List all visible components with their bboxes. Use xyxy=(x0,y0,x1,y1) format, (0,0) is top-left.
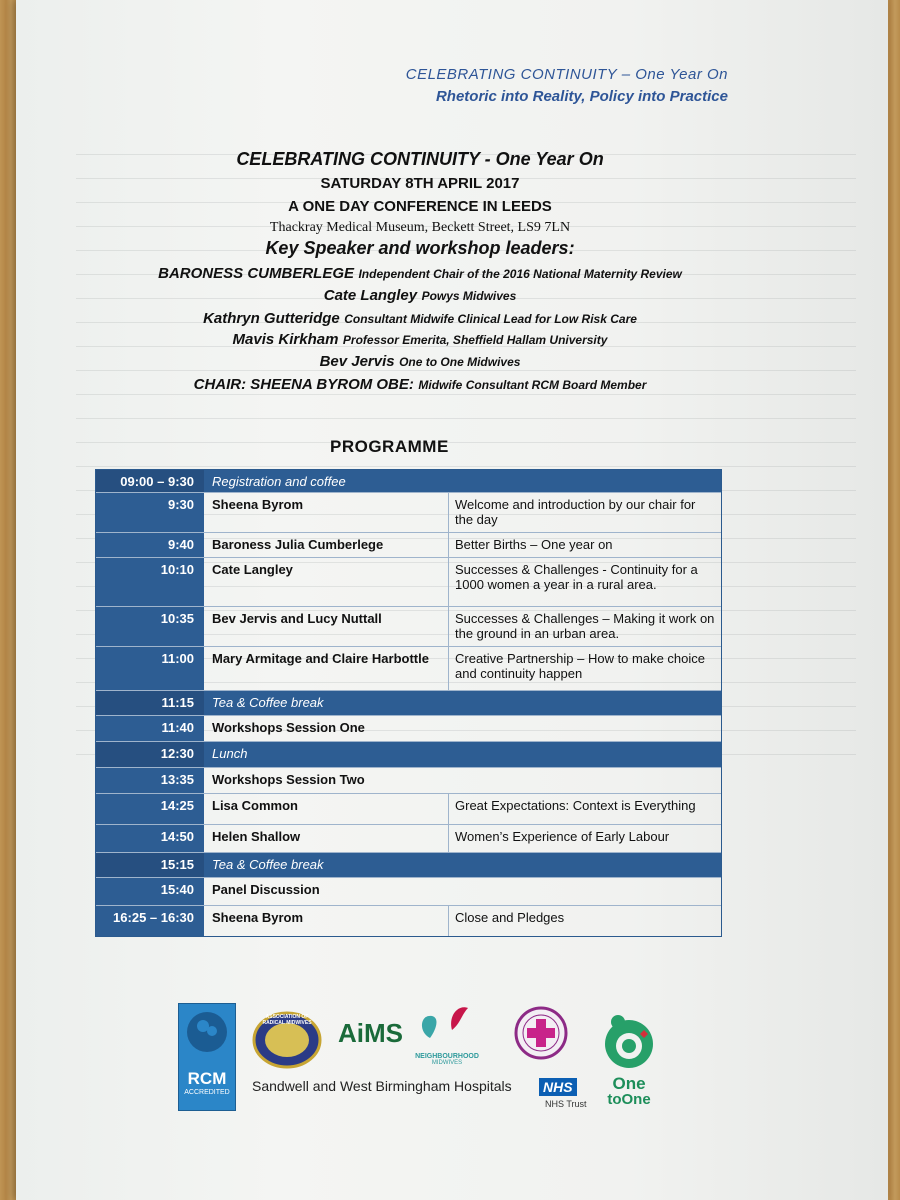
schedule-row xyxy=(96,716,721,742)
schedule-break: Tea & Coffee break xyxy=(204,691,721,715)
speaker-line xyxy=(100,310,740,328)
onetoone-logo xyxy=(598,1012,660,1112)
schedule-speaker: Lisa Common xyxy=(204,794,449,824)
schedule-row xyxy=(96,794,721,825)
schedule-topic: Women’s Experience of Early Labour xyxy=(455,829,670,844)
neighbourhood-sub: MIDWIVES xyxy=(431,1060,463,1066)
programme-table xyxy=(95,469,722,937)
schedule-speaker: Baroness Julia Cumberlege xyxy=(204,533,449,557)
speaker-role: One to One Midwives xyxy=(399,355,521,369)
speaker-line xyxy=(100,331,740,349)
schedule-break: Tea & Coffee break xyxy=(204,853,721,877)
schedule-time: 13:35 xyxy=(96,768,204,793)
schedule-speaker: Sheena Byrom xyxy=(204,493,449,532)
onetoone-text-1: One xyxy=(612,1074,646,1093)
speaker-role: Professor Emerita, Sheffield Hallam University xyxy=(342,333,608,347)
schedule-time: 9:40 xyxy=(96,533,204,557)
event-conference: A ONE DAY CONFERENCE IN LEEDS xyxy=(288,198,552,215)
aims-logo xyxy=(338,1018,404,1058)
aims-text: AiMS xyxy=(338,1018,403,1048)
speaker-name: Kathryn Gutteridge xyxy=(203,310,340,327)
schedule-topic: Close and Pledges xyxy=(455,910,565,925)
schedule-row xyxy=(96,533,721,558)
schedule-row xyxy=(96,742,721,768)
schedule-row xyxy=(96,691,721,716)
arm-logo xyxy=(252,1010,322,1070)
speaker-line xyxy=(100,265,740,283)
speaker-line xyxy=(100,376,740,394)
speaker-name: Bev Jervis xyxy=(319,353,395,370)
schedule-session: Workshops Session Two xyxy=(212,772,365,787)
speaker-role: Powys Midwives xyxy=(421,289,517,303)
arm-text: ASSOCIATION OF RADICAL MIDWIVES xyxy=(262,1014,312,1026)
schedule-time: 15:15 xyxy=(96,853,204,877)
schedule-row xyxy=(96,878,721,906)
schedule-topic: Welcome and introduction by our chair for the day xyxy=(455,497,696,527)
schedule-time: 9:30 xyxy=(96,493,204,532)
schedule-break: Lunch xyxy=(204,742,721,767)
cross-logo xyxy=(514,1006,568,1060)
schedule-time: 16:25 – 16:30 xyxy=(96,906,204,936)
chair-name: CHAIR: SHEENA BYROM OBE: xyxy=(193,376,414,393)
schedule-row xyxy=(96,558,721,607)
schedule-time: 15:40 xyxy=(96,878,204,905)
medical-cross-icon xyxy=(514,1006,568,1060)
schedule-speaker: Mary Armitage and Claire Harbottle xyxy=(204,647,449,690)
programme-heading: PROGRAMME xyxy=(330,437,449,456)
schedule-time: 14:50 xyxy=(96,825,204,852)
schedule-time: 11:15 xyxy=(96,691,204,715)
onetoone-text-2: toOne xyxy=(607,1091,651,1108)
speaker-role: Consultant Midwife Clinical Lead for Low Risk Care xyxy=(344,312,637,326)
schedule-time: 11:40 xyxy=(96,716,204,741)
schedule-row xyxy=(96,607,721,647)
chair-role: Midwife Consultant RCM Board Member xyxy=(418,378,647,392)
schedule-time: 10:35 xyxy=(96,607,204,646)
schedule-topic: Creative Partnership – How to make choice and continuity happen xyxy=(455,651,706,681)
schedule-speaker: Sheena Byrom xyxy=(204,906,449,936)
nhs-trust-text: NHS Trust xyxy=(545,1099,587,1109)
speaker-name: Mavis Kirkham xyxy=(232,331,339,348)
event-venue: Thackray Medical Museum, Beckett Street, LS9 7LN xyxy=(269,220,571,235)
schedule-session: Panel Discussion xyxy=(212,882,320,897)
event-title: CELEBRATING CONTINUITY - One Year On xyxy=(236,149,604,169)
speaker-name: Cate Langley xyxy=(323,287,418,304)
speaker-line xyxy=(100,353,740,371)
neighbourhood-text: NEIGHBOURHOOD xyxy=(415,1053,479,1060)
neighbourhood-mark-icon xyxy=(412,1000,482,1048)
schedule-session: Workshops Session One xyxy=(212,720,365,735)
event-date: SATURDAY 8TH APRIL 2017 xyxy=(320,175,520,192)
schedule-topic: Great Expectations: Context is Everything xyxy=(455,798,696,813)
schedule-time: 10:10 xyxy=(96,558,204,606)
header-line-1: CELEBRATING CONTINUITY – One Year On xyxy=(405,66,728,83)
onetoone-mark-icon xyxy=(598,1012,660,1070)
schedule-topic: Successes & Challenges - Continuity for a 1000 women a year in a rural area. xyxy=(455,562,698,592)
schedule-time: 12:30 xyxy=(96,742,204,767)
schedule-topic: Better Births – One year on xyxy=(455,537,613,552)
rcm-figure-icon xyxy=(179,1004,235,1064)
schedule-row xyxy=(96,493,721,533)
schedule-row xyxy=(96,647,721,691)
schedule-break: Registration and coffee xyxy=(204,470,721,492)
schedule-speaker: Helen Shallow xyxy=(204,825,449,852)
schedule-time: 14:25 xyxy=(96,794,204,824)
speaker-line xyxy=(100,287,740,305)
speaker-name: BARONESS CUMBERLEGE xyxy=(158,265,354,282)
rcm-logo xyxy=(178,1003,236,1111)
schedule-row xyxy=(96,825,721,853)
schedule-time: 11:00 xyxy=(96,647,204,690)
schedule-row xyxy=(96,470,721,493)
rcm-sub: ACCREDITED xyxy=(184,1089,230,1096)
schedule-speaker: Cate Langley xyxy=(204,558,449,606)
neighbourhood-logo xyxy=(412,1000,482,1070)
nhs-logo: NHS xyxy=(539,1078,577,1096)
rcm-text: RCM xyxy=(187,1069,227,1088)
schedule-row xyxy=(96,853,721,878)
schedule-time: 09:00 – 9:30 xyxy=(96,470,204,492)
schedule-topic: Successes & Challenges – Making it work on the ground in an urban area. xyxy=(455,611,715,641)
schedule-row xyxy=(96,768,721,794)
key-speakers-heading: Key Speaker and workshop leaders: xyxy=(265,238,575,258)
speaker-role: Independent Chair of the 2016 National Maternity Review xyxy=(358,267,682,281)
header-line-2: Rhetoric into Reality, Policy into Practice xyxy=(435,88,728,105)
schedule-row xyxy=(96,906,721,936)
schedule-speaker: Bev Jervis and Lucy Nuttall xyxy=(204,607,449,646)
sandwell-text: Sandwell and West Birmingham Hospitals xyxy=(252,1078,512,1094)
